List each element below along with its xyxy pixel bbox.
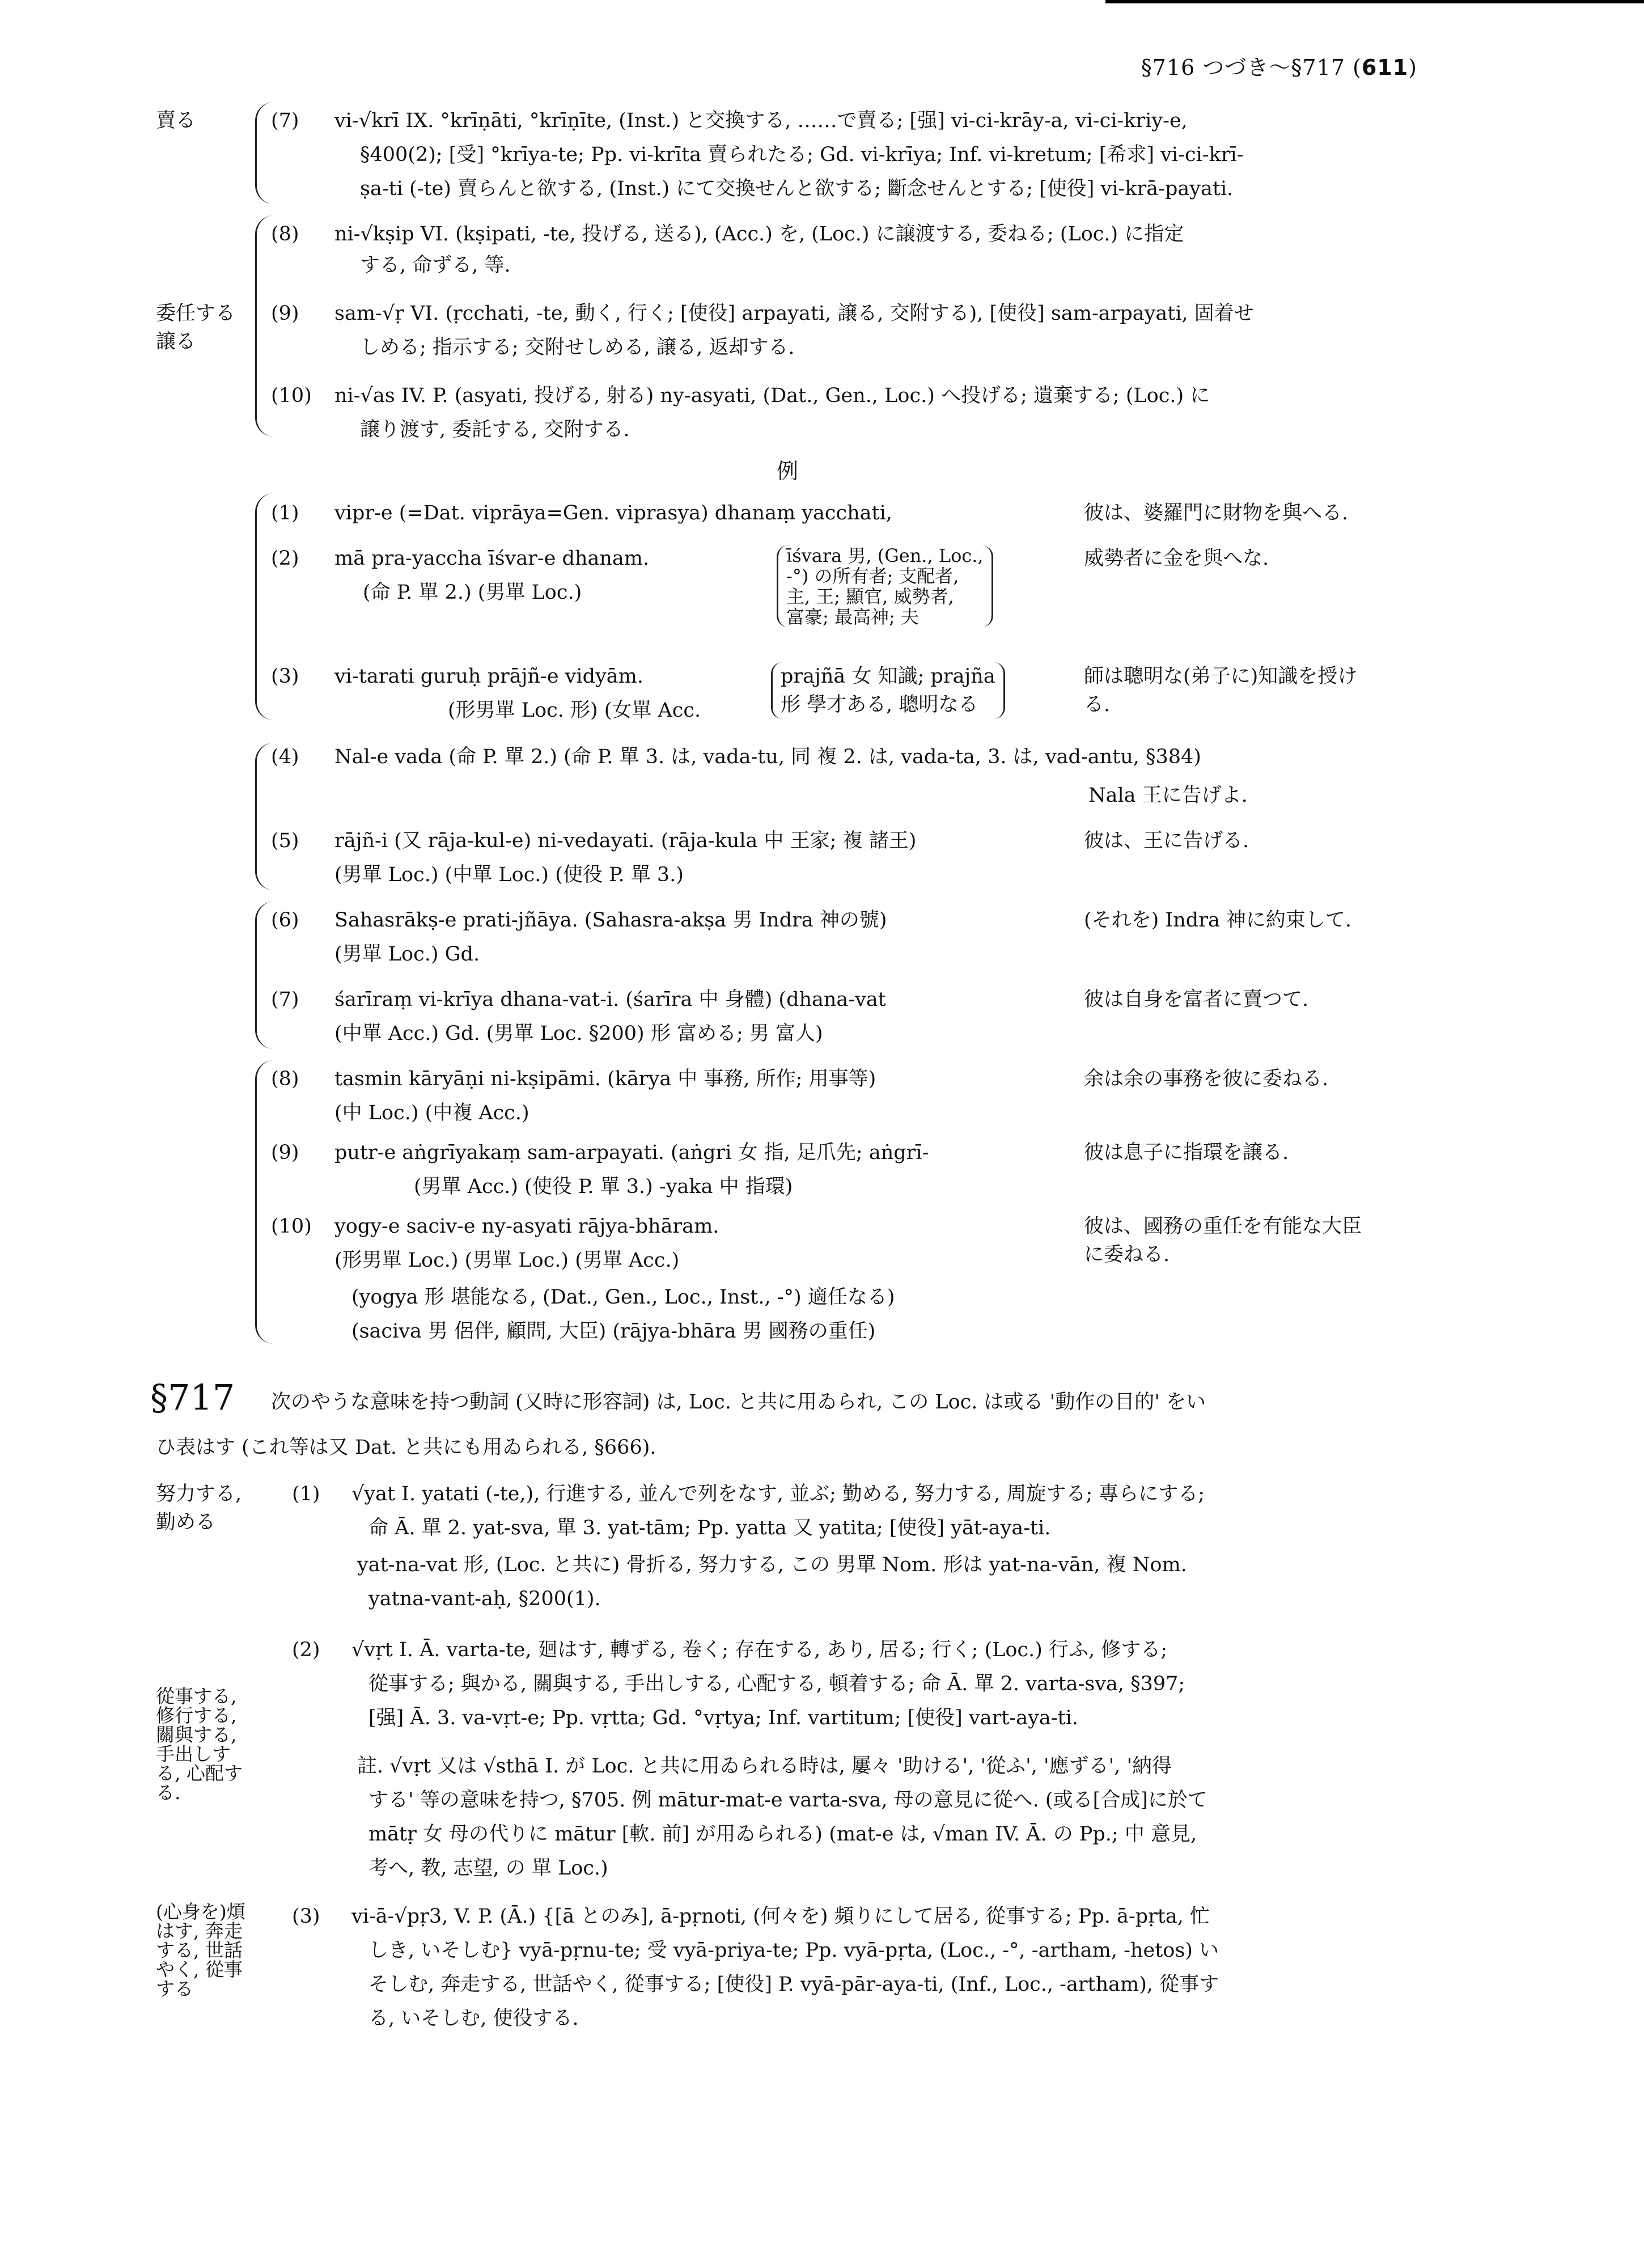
entry-line: yatna-vant-aḥ, §200(1). xyxy=(368,1588,601,1610)
example-line: (命 P. 單 2.) (男單 Loc.) xyxy=(363,581,582,604)
entry-line: ni-√as IV. P. (asyati, 投げる, 射る) ny-asyati, (Dat., Gen., Loc.) へ投げる; 遺棄する; (Loc.) に xyxy=(334,384,1210,407)
example-line: (中 Loc.) (中複 Acc.) xyxy=(334,1102,529,1124)
note-line: する' 等の意味を持つ, §705. 例 mātur-mat-e varta-sva, 母の意見に從へ. (或る[合成]に於て xyxy=(368,1789,1207,1812)
entry-line: 譲り渡す, 委託する, 交附する. xyxy=(360,418,630,441)
example-number: (10) xyxy=(271,1215,312,1238)
top-rule xyxy=(1105,0,1644,3)
example-line: rājñ-i (又 rāja-kul-e) ni-vedayati. (rāja-kula 中 王家; 複 諸王) xyxy=(334,830,917,852)
section-717-title: §717 xyxy=(150,1377,235,1418)
entry-number: (9) xyxy=(271,302,299,325)
entry-line: yat-na-vat 形, (Loc. と共に) 骨折る, 努力する, この 男單 Nom. 形は yat-na-vān, 複 Nom. xyxy=(357,1554,1187,1576)
section-717-intro: ひ表はす (これ等は又 Dat. と共にも用ゐられる, §666). xyxy=(156,1436,656,1459)
entry-line: √vṛt I. Ā. varta-te, 廻はす, 轉ずる, 卷く; 存在する, あり, 居る; 行く; (Loc.) 行ふ, 修する; xyxy=(351,1639,1168,1661)
entry-line: する, 命ずる, 等. xyxy=(360,254,511,277)
entry-number: (1) xyxy=(292,1483,320,1505)
example-number: (6) xyxy=(271,909,299,932)
example-line: vipr-e (=Dat. viprāya=Gen. viprasya) dhanaṃ yacchati, xyxy=(334,502,892,524)
entry-line: §400(2); [受] °krīya-te; Pp. vi-krīta 賣られたる; Gd. vi-krīya; Inf. vi-kretum; [希求] vi-ci-krī- xyxy=(360,143,1244,166)
example-number: (9) xyxy=(271,1141,299,1164)
note-line: mātṛ 女 母の代りに mātur [軟. 前] が用ゐられる) (mat-e は, √man IV. Ā. の Pp.; 中 意見, xyxy=(368,1823,1197,1846)
entry-line: しめる; 指示する; 交附せしめる, 譲る, 返却する. xyxy=(360,336,795,359)
example-number: (5) xyxy=(271,830,299,852)
example-translation: 彼は、王に告げる. xyxy=(1084,830,1249,852)
entry-number: (2) xyxy=(292,1639,320,1661)
entry-line: sam-√ṛ VI. (ṛcchati, -te, 動く, 行く; [使役] arpayati, 譲る, 交附する), [使役] sam-arpayati, 固着せ xyxy=(334,302,1254,325)
entry-line: vi-√krī IX. °krīṇāti, °krīṇīte, (Inst.) と交換する, ……で賣る; [强] vi-ci-krāy-a, vi-ci-kriy-e, xyxy=(334,109,1188,132)
entry-line: る, いそしむ, 使役する. xyxy=(368,2007,579,2030)
entry-number: (7) xyxy=(271,109,299,132)
entry-number: (10) xyxy=(271,384,312,407)
example-line: (男單 Acc.) (使役 P. 單 3.) -yaka 中 指環) xyxy=(414,1175,793,1198)
margin-gloss-strive: 努力する, 勤める xyxy=(156,1483,242,1534)
example-number: (3) xyxy=(271,665,299,688)
example-translation: 師は聰明な(弟子に)知識を授け る. xyxy=(1084,665,1358,716)
example-line: Nal-e vada (命 P. 單 2.) (命 P. 單 3. は, vada-tu, 同 複 2. は, vada-ta, 3. は, vad-antu, §384) xyxy=(334,746,1201,768)
entry-line: [强] Ā. 3. va-vṛt-e; Pp. vṛtta; Gd. °vṛtya; Inf. vartitum; [使役] vart-aya-ti. xyxy=(368,1707,1078,1729)
example-number: (1) xyxy=(271,502,299,524)
entry-line: 從事する; 與かる, 關與する, 手出しする, 心配する, 頓着する; 命 Ā. 單 2. varta-sva, §397; xyxy=(368,1673,1185,1695)
running-header: §716 つづき～§717 (611) xyxy=(1141,55,1417,80)
example-number: (4) xyxy=(271,746,299,768)
example-line: (男單 Loc.) Gd. xyxy=(334,943,480,966)
entry-line: √yat I. yatati (-te,), 行進する, 並んで列をなす, 並ぶ; 勤める, 努力する, 周旋する; 專らにする; xyxy=(351,1483,1205,1505)
example-number: (2) xyxy=(271,547,299,570)
example-translation: 威勢者に金を與へな. xyxy=(1084,547,1269,570)
example-line: (形男單 Loc.) (男單 Loc.) (男單 Acc.) xyxy=(334,1249,680,1272)
example-line: (男單 Loc.) (中單 Loc.) (使役 P. 單 3.) xyxy=(334,864,684,886)
example-line: (saciva 男 侶伴, 顧問, 大臣) (rājya-bhāra 男 國務の重任) xyxy=(351,1320,876,1343)
margin-gloss-entrust: 委任する 譲る xyxy=(156,302,236,353)
page-number: 611 xyxy=(1361,55,1409,80)
margin-gloss-sell: 賣る xyxy=(156,109,196,132)
entry-line: ṣa-ti (-te) 賣らんと欲する, (Inst.) にて交換せんと欲する; 斷念せんとする; [使役] vi-krā-payati. xyxy=(360,177,1234,200)
entry-line: そしむ, 奔走する, 世話やく, 從事する; [使役] P. vyā-pār-aya-ti, (Inf., Loc., -artham), 從事す xyxy=(368,1973,1219,1996)
example-line: tasmin kāryāṇi ni-kṣipāmi. (kārya 中 事務, 所作; 用事等) xyxy=(334,1068,876,1090)
header-text: §716 つづき～§717 xyxy=(1141,55,1345,80)
example-line: (yogya 形 堪能なる, (Dat., Gen., Loc., Inst., -°) 適任なる) xyxy=(351,1286,895,1309)
example-note: īśvara 男, (Gen., Loc., -°) の所有者; 支配者, 主, 王; 顯官, 威勢者, 富豪; 最高神; 夫 xyxy=(777,545,993,627)
example-line: śarīraṃ vi-krīya dhana-vat-i. (śarīra 中 身體) (dhana-vat xyxy=(334,988,886,1011)
example-translation: 彼は自身を富者に賣つて. xyxy=(1084,988,1309,1011)
example-line: mā pra-yaccha īśvar-e dhanam. xyxy=(334,547,650,570)
entry-line: ni-√kṣip VI. (kṣipati, -te, 投げる, 送る), (Acc.) を, (Loc.) に譲渡する, 委ねる; (Loc.) に指定 xyxy=(334,223,1184,246)
example-line: (中單 Acc.) Gd. (男單 Loc. §200) 形 富める; 男 富人) xyxy=(334,1022,823,1045)
example-line: Sahasrākṣ-e prati-jñāya. (Sahasra-akṣa 男 Indra 神の號) xyxy=(334,909,887,932)
example-number: (7) xyxy=(271,988,299,1011)
example-translation: 余は余の事務を彼に委ねる. xyxy=(1084,1068,1329,1090)
example-translation: 彼は息子に指環を譲る. xyxy=(1084,1141,1289,1164)
example-line: putr-e aṅgrīyakaṃ sam-arpayati. (aṅgri 女 指, 足爪先; aṅgrī- xyxy=(334,1141,929,1164)
example-translation: 彼は、國務の重任を有能な大臣 に委ねる. xyxy=(1084,1215,1362,1266)
example-translation: (それを) Indra 神に約束して. xyxy=(1084,909,1352,932)
margin-gloss-engage: 從事する, 修行する, 關與する, 手出しす る, 心配す る. xyxy=(156,1685,243,1804)
entry-line: しき, いそしむ} vyā-pṛnu-te; 受 vyā-priya-te; Pp. vyā-pṛta, (Loc., -°, -artham, -hetos) い xyxy=(368,1939,1219,1962)
entry-line: 命 Ā. 單 2. yat-sva, 單 3. yat-tām; Pp. yatta 又 yatita; [使役] yāt-aya-ti. xyxy=(368,1517,1051,1539)
note-line: 考へ, 教, 志望, の 單 Loc.) xyxy=(368,1857,608,1880)
example-note: prajñā 女 知識; prajña 形 學才ある, 聰明なる xyxy=(771,662,1005,719)
brace-examples-8-10 xyxy=(255,1060,274,1344)
note-line: 註. √vṛt 又は √sthā I. が Loc. と共に用ゐられる時は, 屢々 '助ける', '從ふ', '應ずる', '納得 xyxy=(357,1755,1172,1778)
example-line: (形男單 Loc. 形) (女單 Acc. xyxy=(448,699,701,722)
example-line: yogy-e saciv-e ny-asyati rājya-bhāram. xyxy=(334,1215,719,1238)
margin-gloss-busy: (心身を)煩 はす, 奔走 する, 世話 やく, 從事 する xyxy=(156,1901,245,2000)
example-number: (8) xyxy=(271,1068,299,1090)
example-line: vi-tarati guruḥ prājñ-e vidyām. xyxy=(334,665,643,688)
entry-number: (8) xyxy=(271,223,299,246)
entry-number: (3) xyxy=(292,1905,320,1928)
entry-line: vi-ā-√pṛ3, V. P. (Ā.) {[ā とのみ], ā-pṛnoti, (何々を) 頻りにして居る, 從事する; Pp. ā-pṛta, 忙 xyxy=(351,1905,1210,1928)
section-717-intro: 次のやうな意味を持つ動詞 (又時に形容詞) は, Loc. と共に用ゐられ, この Loc. は或る '動作の目的' をい xyxy=(271,1391,1206,1414)
example-translation: 彼は、婆羅門に財物を與へる. xyxy=(1084,502,1349,524)
example-heading: 例 xyxy=(777,459,799,484)
example-translation: Nala 王に告げよ. xyxy=(1088,784,1248,807)
